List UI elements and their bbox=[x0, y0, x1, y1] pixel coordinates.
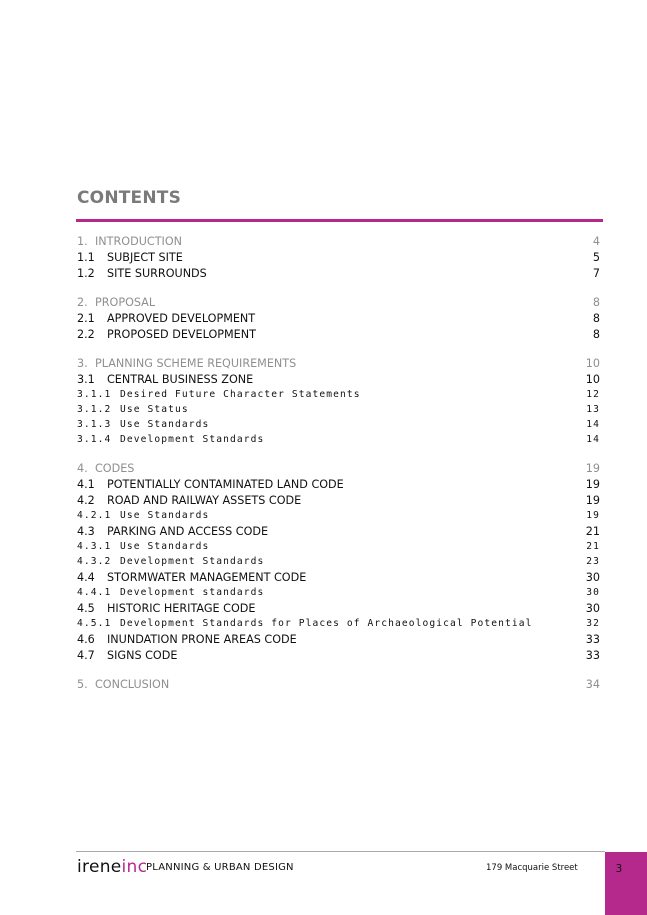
toc-entry-page: 14 bbox=[586, 434, 600, 445]
toc-entry-title: HISTORIC HERITAGE CODE bbox=[107, 602, 256, 615]
toc-entry[interactable] bbox=[77, 312, 600, 328]
toc-entry-label bbox=[77, 618, 533, 629]
toc-entry-page: 7 bbox=[592, 267, 600, 280]
toc-entry-page: 30 bbox=[585, 602, 600, 615]
toc-spacer bbox=[77, 283, 600, 296]
toc-entry-number: 4. bbox=[77, 462, 88, 475]
toc-entry-label bbox=[77, 267, 207, 280]
toc-entry-title: CENTRAL BUSINESS ZONE bbox=[107, 373, 254, 386]
toc-entry-page: 8 bbox=[592, 312, 600, 325]
toc-entry-page: 34 bbox=[585, 678, 600, 691]
toc-entry-title: SUBJECT SITE bbox=[107, 251, 183, 264]
contents-heading: CONTENTS bbox=[77, 188, 182, 208]
toc-entry-title: Development Standards for Places of Archaeological Potential bbox=[120, 618, 533, 629]
toc-entry-label bbox=[77, 556, 264, 567]
toc-entry-title: Development standards bbox=[120, 587, 265, 598]
toc-entry-number: 4.3.1 bbox=[77, 541, 112, 552]
toc-entry-page: 8 bbox=[592, 328, 600, 341]
heading-divider bbox=[76, 219, 603, 222]
toc-entry-label bbox=[77, 462, 134, 475]
company-logo bbox=[77, 857, 147, 877]
toc-entry-number: 1. bbox=[77, 235, 88, 248]
toc-entry-title: Use Standards bbox=[120, 510, 210, 521]
toc-entry-number: 2.2 bbox=[77, 328, 95, 341]
toc-entry-label bbox=[77, 419, 209, 430]
toc-entry-label bbox=[77, 510, 209, 521]
toc-entry[interactable] bbox=[77, 404, 600, 419]
toc-entry-number: 3.1.4 bbox=[77, 434, 112, 445]
toc-entry-label bbox=[77, 602, 255, 615]
toc-section[interactable] bbox=[77, 235, 600, 251]
toc-entry-page: 8 bbox=[592, 296, 600, 309]
toc-entry-label bbox=[77, 541, 209, 552]
toc-entry-title: Use Standards bbox=[120, 419, 210, 430]
toc-entry-label bbox=[77, 404, 189, 415]
toc-entry[interactable] bbox=[77, 649, 600, 665]
toc-entry-title: INUNDATION PRONE AREAS CODE bbox=[107, 633, 297, 646]
toc-entry-label bbox=[77, 571, 306, 584]
toc-entry[interactable] bbox=[77, 494, 600, 510]
toc-entry-label bbox=[77, 251, 183, 264]
toc-entry-number: 3.1.2 bbox=[77, 404, 112, 415]
toc-entry-number: 4.6 bbox=[77, 633, 95, 646]
toc-entry[interactable] bbox=[77, 389, 600, 404]
company-tagline: PLANNING & URBAN DESIGN bbox=[146, 862, 294, 873]
toc-entry-number: 4.5 bbox=[77, 602, 95, 615]
toc-entry[interactable] bbox=[77, 541, 600, 556]
toc-entry[interactable] bbox=[77, 434, 600, 449]
toc-section[interactable] bbox=[77, 357, 600, 373]
toc-entry-label bbox=[77, 633, 297, 646]
toc-entry[interactable] bbox=[77, 633, 600, 649]
toc-entry-title: Development Standards bbox=[120, 434, 265, 445]
toc-entry-number: 2. bbox=[77, 296, 88, 309]
toc-entry-page: 30 bbox=[586, 587, 600, 598]
toc-entry-label bbox=[77, 312, 255, 325]
toc-entry-label bbox=[77, 587, 264, 598]
toc-entry-title: Use Status bbox=[120, 404, 189, 415]
toc-entry-page: 10 bbox=[585, 373, 600, 386]
toc-entry-number: 4.3 bbox=[77, 525, 95, 538]
toc-entry-number: 3. bbox=[77, 357, 88, 370]
footer-divider bbox=[76, 851, 605, 852]
toc-entry[interactable] bbox=[77, 478, 600, 494]
toc-entry-number: 4.5.1 bbox=[77, 618, 112, 629]
toc-entry-number: 5. bbox=[77, 678, 88, 691]
toc-entry-page: 23 bbox=[586, 556, 600, 567]
toc-entry-page: 19 bbox=[586, 510, 600, 521]
table-of-contents bbox=[77, 235, 600, 694]
toc-section[interactable] bbox=[77, 296, 600, 312]
logo-main: irene bbox=[77, 857, 122, 877]
toc-entry-label bbox=[77, 434, 264, 445]
toc-entry[interactable] bbox=[77, 587, 600, 602]
toc-entry-number: 4.4 bbox=[77, 571, 95, 584]
toc-entry-page: 14 bbox=[586, 419, 600, 430]
toc-entry-page: 21 bbox=[585, 525, 600, 538]
toc-entry-number: 1.2 bbox=[77, 267, 95, 280]
toc-entry-number: 4.2 bbox=[77, 494, 95, 507]
toc-entry[interactable] bbox=[77, 556, 600, 571]
toc-entry-number: 4.1 bbox=[77, 478, 95, 491]
toc-entry-page: 4 bbox=[592, 235, 600, 248]
toc-entry-number: 4.2.1 bbox=[77, 510, 112, 521]
toc-entry-number: 3.1.3 bbox=[77, 419, 112, 430]
page-number-tab bbox=[605, 852, 647, 915]
toc-entry-label bbox=[77, 525, 268, 538]
toc-entry-label bbox=[77, 357, 296, 370]
toc-entry-title: PARKING AND ACCESS CODE bbox=[107, 525, 269, 538]
toc-entry-page: 13 bbox=[586, 404, 600, 415]
toc-spacer bbox=[77, 449, 600, 462]
toc-section[interactable] bbox=[77, 678, 600, 694]
toc-entry-label bbox=[77, 296, 155, 309]
toc-entry-label bbox=[77, 328, 256, 341]
toc-entry-title: STORMWATER MANAGEMENT CODE bbox=[107, 571, 307, 584]
toc-entry[interactable] bbox=[77, 419, 600, 434]
toc-section[interactable] bbox=[77, 462, 600, 478]
toc-entry-label bbox=[77, 478, 344, 491]
toc-entry[interactable] bbox=[77, 618, 600, 633]
toc-entry-page: 33 bbox=[585, 633, 600, 646]
toc-entry-title: INTRODUCTION bbox=[95, 235, 183, 248]
toc-entry-label bbox=[77, 649, 177, 662]
toc-entry-page: 21 bbox=[586, 541, 600, 552]
toc-entry-page: 33 bbox=[585, 649, 600, 662]
toc-entry-page: 19 bbox=[585, 478, 600, 491]
toc-entry[interactable] bbox=[77, 571, 600, 587]
toc-entry-number: 4.4.1 bbox=[77, 587, 112, 598]
toc-entry-number: 1.1 bbox=[77, 251, 95, 264]
toc-entry-title: Use Standards bbox=[120, 541, 210, 552]
toc-entry[interactable] bbox=[77, 251, 600, 267]
toc-entry-label bbox=[77, 235, 182, 248]
toc-entry-title: SITE SURROUNDS bbox=[107, 267, 207, 280]
toc-entry-page: 19 bbox=[585, 462, 600, 475]
toc-entry[interactable] bbox=[77, 328, 600, 344]
toc-entry-number: 4.7 bbox=[77, 649, 95, 662]
toc-entry-number: 3.1 bbox=[77, 373, 95, 386]
toc-entry-number: 2.1 bbox=[77, 312, 95, 325]
toc-entry-page: 19 bbox=[585, 494, 600, 507]
page-number: 3 bbox=[615, 863, 623, 875]
toc-entry-title: Desired Future Character Statements bbox=[120, 389, 361, 400]
toc-entry-title: CONCLUSION bbox=[95, 678, 170, 691]
toc-entry-title: PROPOSED DEVELOPMENT bbox=[107, 328, 256, 341]
toc-entry-title: CODES bbox=[95, 462, 135, 475]
toc-entry[interactable] bbox=[77, 602, 600, 618]
toc-entry-page: 5 bbox=[592, 251, 600, 264]
toc-entry-title: PLANNING SCHEME REQUIREMENTS bbox=[95, 357, 297, 370]
project-address: 179 Macquarie Street bbox=[486, 863, 578, 873]
toc-entry-page: 32 bbox=[586, 618, 600, 629]
toc-entry-page: 10 bbox=[585, 357, 600, 370]
toc-spacer bbox=[77, 344, 600, 357]
toc-entry-label bbox=[77, 389, 361, 400]
toc-entry-title: ROAD AND RAILWAY ASSETS CODE bbox=[107, 494, 302, 507]
toc-entry-title: APPROVED DEVELOPMENT bbox=[107, 312, 256, 325]
logo-accent: inc bbox=[121, 857, 148, 877]
toc-entry-title: Development Standards bbox=[120, 556, 265, 567]
toc-entry-page: 12 bbox=[586, 389, 600, 400]
toc-entry[interactable] bbox=[77, 373, 600, 389]
toc-entry-title: SIGNS CODE bbox=[107, 649, 178, 662]
toc-entry-number: 4.3.2 bbox=[77, 556, 112, 567]
toc-spacer bbox=[77, 665, 600, 678]
toc-entry-title: POTENTIALLY CONTAMINATED LAND CODE bbox=[107, 478, 344, 491]
toc-entry[interactable] bbox=[77, 525, 600, 541]
toc-entry-page: 30 bbox=[585, 571, 600, 584]
toc-entry-title: PROPOSAL bbox=[95, 296, 156, 309]
toc-entry-label bbox=[77, 373, 253, 386]
toc-entry[interactable] bbox=[77, 267, 600, 283]
toc-entry[interactable] bbox=[77, 510, 600, 525]
toc-entry-number: 3.1.1 bbox=[77, 389, 112, 400]
toc-entry-label bbox=[77, 494, 301, 507]
toc-entry-label bbox=[77, 678, 169, 691]
